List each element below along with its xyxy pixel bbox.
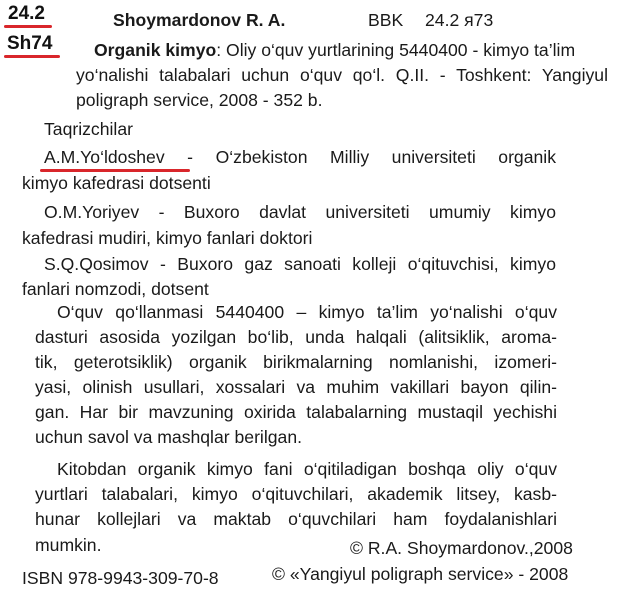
- paragraph-2-line-3: hunar kollejlari va maktab o‘quvchilari ham foydalanishlari: [35, 509, 557, 529]
- classification-code-bottom: Sh74: [7, 33, 53, 54]
- reviewer-1-name: A.M.Yo‘ldoshev: [44, 147, 165, 167]
- reviewer-1-line-1: [44, 145, 556, 169]
- copyright-author: © R.A. Shoymardonov.,2008: [350, 538, 573, 558]
- paragraph-2-line-1: Kitobdan organik kimyo fani o‘qitiladigan boshqa oliy o‘quv: [57, 459, 557, 479]
- paragraph-1-line-6: uchun savol va mashqlar berilgan.: [35, 427, 302, 447]
- reviewer-3-name: S.Q.Qosimov: [44, 254, 149, 274]
- paragraph-2-line-4: mumkin.: [35, 535, 102, 555]
- reviewer-2-line-1: [44, 200, 556, 224]
- paragraph-2-line-2: yurtlari talabalari, kimyo o‘qituvchilari, akademik litsey, kasb-: [35, 484, 557, 504]
- reviewer-1-line-1-rest: - O‘zbekiston Milliy universiteti organik: [164, 147, 556, 167]
- code-top-underline: [4, 25, 52, 28]
- reviewer-2-line-2: kafedrasi mudiri, kimyo fanlari doktori: [22, 228, 313, 248]
- reviewer-3-line-1: [44, 252, 556, 276]
- isbn: ISBN 978-9943-309-70-8: [22, 568, 219, 588]
- entry-line-1: [94, 38, 575, 62]
- author-name: Shoymardonov R. A.: [113, 10, 286, 30]
- book-title: Organik kimyo: [94, 40, 217, 60]
- reviewer-2-line-1-rest: - Buxoro davlat universiteti umumiy kimyo: [139, 202, 556, 222]
- reviewer-2-name: O.M.Yoriyev: [44, 202, 140, 222]
- paragraph-1-line-4: yasi, olinish usullari, xossalari va muhim vakillari bayon qilin-: [35, 377, 557, 397]
- paragraph-1-line-3: tik, geterotsiklik) organik birikmalarning nomlanishi, izomeri-: [35, 352, 557, 372]
- paragraph-1-line-1: O‘quv qo‘llanmasi 5440400 – kimyo ta’lim yo‘nalishi o‘quv: [57, 302, 557, 322]
- classification-code-top: 24.2: [8, 3, 45, 24]
- reviewer-3-line-1-rest: - Buxoro gaz sanoati kolleji o‘qituvchisi, kimyo: [148, 254, 556, 274]
- entry-line-1-rest: : Oliy o‘quv yurtlarining 5440400 - kimyo ta’lim: [216, 40, 576, 60]
- code-bottom-underline: [4, 55, 60, 58]
- reviewers-heading: Taqrizchilar: [44, 119, 133, 139]
- entry-line-3: poligraph service, 2008 - 352 b.: [76, 90, 323, 110]
- reviewer-3-line-2: fanlari nomzodi, dotsent: [22, 279, 209, 299]
- bbk-value: 24.2 я73: [425, 10, 494, 30]
- paragraph-1-line-2: dasturi asosida yozilgan bo‘lib, unda halqali (alitsiklik, aroma-: [35, 327, 557, 347]
- reviewer-1-line-2: kimyo kafedrasi dotsenti: [22, 173, 211, 193]
- copyright-publisher: © «Yangiyul poligraph service» - 2008: [272, 564, 569, 584]
- bbk-label: BBK: [368, 10, 404, 30]
- entry-line-2: yo‘nalishi talabalari uchun o‘quv qo‘l. Q.II. - Toshkent: Yangiyul: [76, 65, 608, 85]
- paragraph-1-line-5: gan. Har bir mavzuning oxirida talabalarning mustaqil yechishi: [35, 402, 557, 422]
